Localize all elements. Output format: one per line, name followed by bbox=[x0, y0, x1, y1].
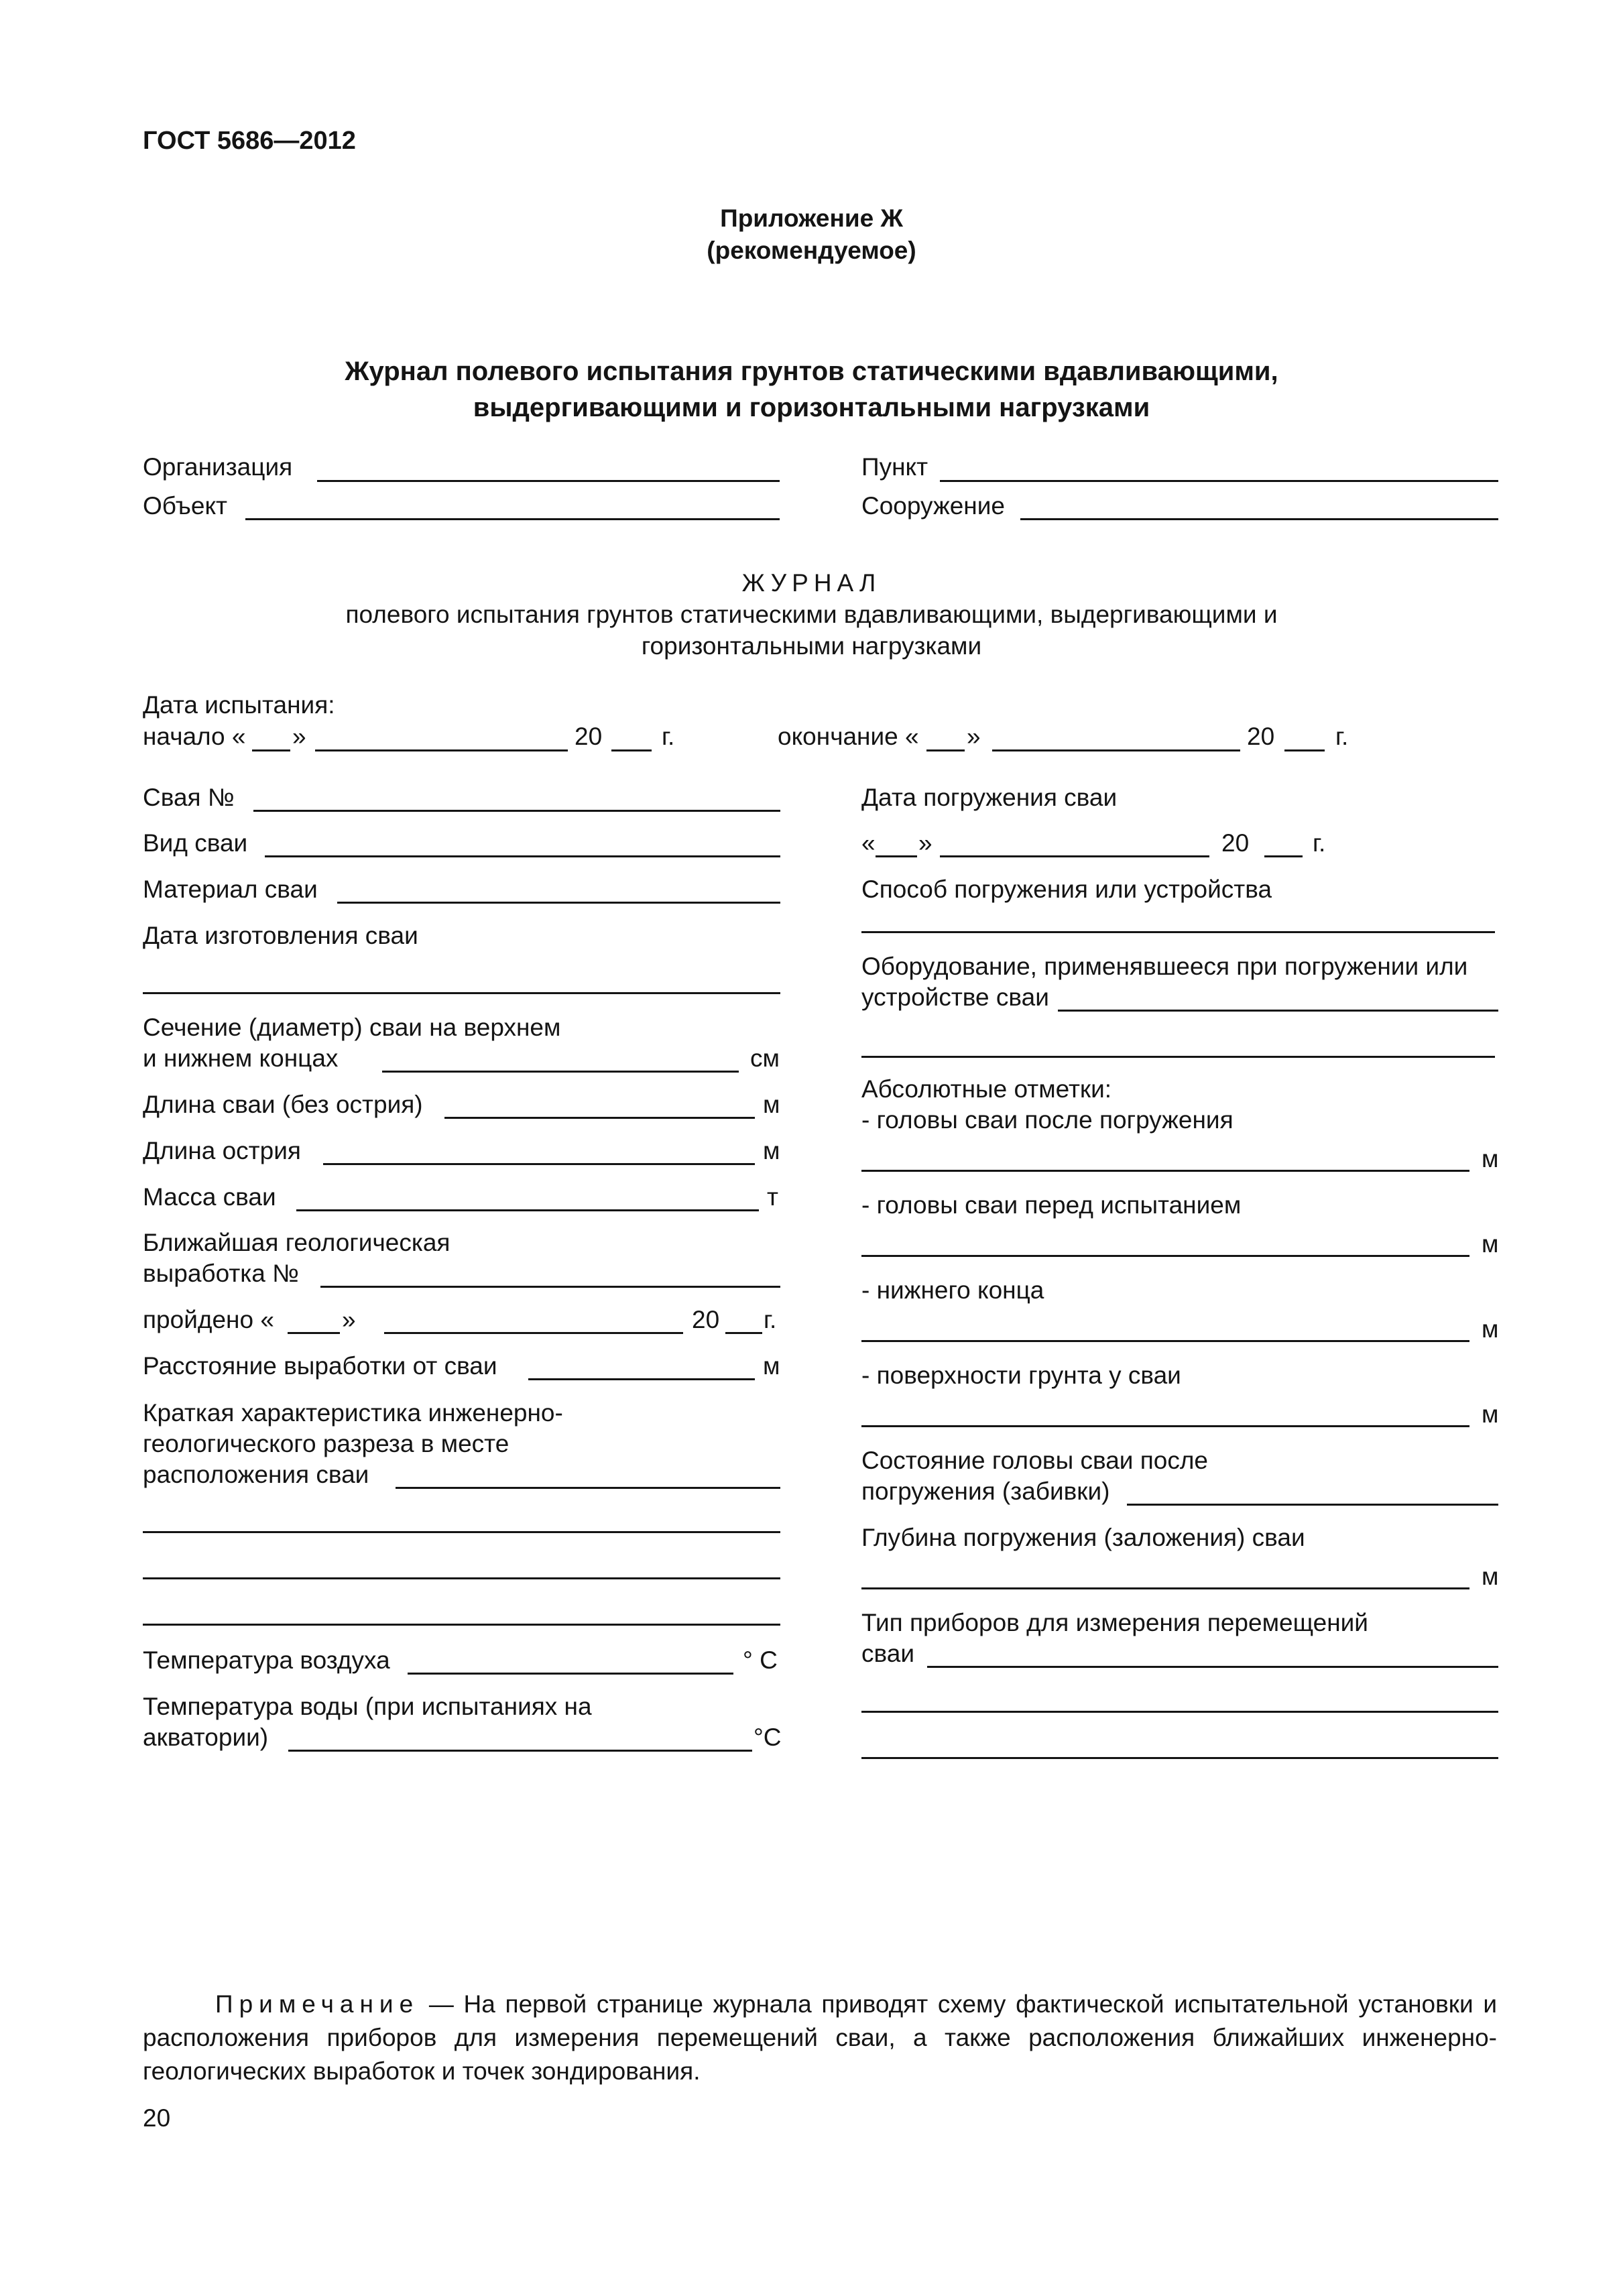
end-month-field[interactable] bbox=[992, 749, 1240, 751]
end-day-field[interactable] bbox=[926, 749, 965, 751]
method-field[interactable] bbox=[861, 931, 1495, 933]
organization-label: Организация bbox=[143, 453, 293, 481]
method-label: Способ погружения или устройства bbox=[861, 875, 1272, 903]
pile-mass-field[interactable] bbox=[296, 1209, 759, 1211]
start-year-prefix: 20 bbox=[575, 723, 603, 750]
description-label-line2: геологического разреза в месте bbox=[143, 1430, 509, 1457]
end-year-suffix: г. bbox=[1335, 723, 1349, 750]
air-temp-unit: ° С bbox=[743, 1646, 778, 1674]
pile-mass-unit: т bbox=[767, 1183, 778, 1211]
devices-field-2[interactable] bbox=[861, 1711, 1498, 1713]
driving-year-field[interactable] bbox=[1264, 855, 1303, 857]
head-before-label: - головы сваи перед испытанием bbox=[861, 1191, 1242, 1219]
lower-end-unit: м bbox=[1482, 1315, 1499, 1343]
note-label: Примечание bbox=[215, 1990, 420, 2018]
point-label: Пункт bbox=[861, 453, 928, 481]
abs-marks-label: Абсолютные отметки: bbox=[861, 1075, 1112, 1103]
distance-field[interactable] bbox=[528, 1378, 755, 1380]
head-after-label: - головы сваи после погружения bbox=[861, 1106, 1234, 1134]
journal-subtitle-line1: полевого испытания грунтов статическими вдавливающими, выдергивающими и bbox=[345, 601, 1278, 628]
passed-label: пройдено « bbox=[143, 1306, 274, 1333]
devices-label-line1: Тип приборов для измерения перемещений bbox=[861, 1609, 1368, 1636]
structure-field[interactable] bbox=[1020, 518, 1498, 520]
page-number: 20 bbox=[143, 2104, 171, 2132]
ground-surface-field[interactable] bbox=[861, 1425, 1469, 1427]
description-field-1[interactable] bbox=[396, 1487, 780, 1489]
journal-subtitle-line2: горизонтальными нагрузками bbox=[641, 632, 982, 660]
point-field[interactable] bbox=[940, 480, 1498, 482]
description-field-3[interactable] bbox=[143, 1577, 780, 1579]
driving-year-prefix: 20 bbox=[1221, 829, 1250, 857]
pile-material-field[interactable] bbox=[337, 902, 780, 904]
start-date-label: начало « bbox=[143, 723, 246, 750]
air-temp-label: Температура воздуха bbox=[143, 1646, 390, 1674]
head-state-label-line1: Состояние головы сваи после bbox=[861, 1447, 1209, 1474]
tip-length-field[interactable] bbox=[323, 1163, 755, 1165]
geo-label-line1: Ближайшая геологическая bbox=[143, 1229, 450, 1256]
description-field-2[interactable] bbox=[143, 1531, 780, 1533]
description-label-line1: Краткая характеристика инженерно- bbox=[143, 1399, 563, 1427]
passed-month-field[interactable] bbox=[384, 1332, 683, 1334]
start-year-field[interactable] bbox=[611, 749, 652, 751]
tip-length-unit: м bbox=[763, 1137, 780, 1164]
section-label-line2: и нижнем концах bbox=[143, 1044, 339, 1072]
pile-material-label: Материал сваи bbox=[143, 875, 318, 903]
main-title-line2: выдергивающими и горизонтальными нагрузками bbox=[473, 393, 1150, 422]
head-before-unit: м bbox=[1482, 1230, 1499, 1258]
section-unit: см bbox=[750, 1044, 780, 1072]
geo-number-field[interactable] bbox=[320, 1286, 780, 1288]
section-label-line1: Сечение (диаметр) сваи на верхнем bbox=[143, 1014, 561, 1041]
pile-length-unit: м bbox=[763, 1091, 780, 1118]
driving-close-quote: » bbox=[918, 829, 933, 857]
organization-field[interactable] bbox=[317, 480, 780, 482]
geo-label-line2: выработка № bbox=[143, 1260, 299, 1287]
standard-header: ГОСТ 5686—2012 bbox=[143, 127, 356, 155]
water-temp-unit: °С bbox=[754, 1724, 782, 1751]
end-date-label: окончание « bbox=[778, 723, 919, 750]
water-temp-label-line2: акватории) bbox=[143, 1724, 269, 1751]
appendix-title: Приложение Ж bbox=[720, 204, 903, 232]
section-field[interactable] bbox=[382, 1071, 739, 1073]
driving-year-suffix: г. bbox=[1313, 829, 1326, 857]
head-before-field[interactable] bbox=[861, 1255, 1469, 1257]
passed-year-field[interactable] bbox=[725, 1332, 762, 1334]
passed-day-field[interactable] bbox=[288, 1332, 340, 1334]
note-text: — На первой странице журнала приводят схему фактической испытательной установки и расположения приборов для измерения перемещений сваи, а также расположения ближайших инженерно-геологических выработок и точек зондирования. bbox=[143, 1990, 1497, 2085]
air-temp-field[interactable] bbox=[408, 1673, 733, 1675]
depth-label: Глубина погружения (заложения) сваи bbox=[861, 1524, 1305, 1551]
head-state-field[interactable] bbox=[1127, 1504, 1498, 1506]
object-label: Объект bbox=[143, 492, 227, 520]
devices-field-3[interactable] bbox=[861, 1757, 1498, 1759]
end-year-prefix: 20 bbox=[1247, 723, 1275, 750]
lower-end-field[interactable] bbox=[861, 1340, 1469, 1342]
distance-label: Расстояние выработки от сваи bbox=[143, 1352, 497, 1380]
pile-length-label: Длина сваи (без острия) bbox=[143, 1091, 423, 1118]
equipment-label-line2: устройстве сваи bbox=[861, 983, 1049, 1011]
devices-label-line2: сваи bbox=[861, 1640, 914, 1667]
lower-end-label: - нижнего конца bbox=[861, 1276, 1044, 1304]
passed-year-prefix: 20 bbox=[692, 1306, 720, 1333]
note-paragraph bbox=[143, 1988, 1497, 2088]
equipment-label-line1: Оборудование, применявшееся при погружении или bbox=[861, 953, 1468, 980]
passed-close-quote: » bbox=[342, 1306, 356, 1333]
ground-surface-label: - поверхности грунта у сваи bbox=[861, 1362, 1181, 1389]
equipment-field-2[interactable] bbox=[861, 1056, 1495, 1058]
tip-length-label: Длина острия bbox=[143, 1137, 301, 1164]
manufacture-date-field[interactable] bbox=[143, 992, 780, 994]
object-field[interactable] bbox=[245, 518, 780, 520]
journal-title: ЖУРНАЛ bbox=[741, 569, 882, 597]
head-after-field[interactable] bbox=[861, 1170, 1469, 1172]
pile-mass-label: Масса сваи bbox=[143, 1183, 276, 1211]
equipment-field-1[interactable] bbox=[1058, 1010, 1498, 1012]
structure-label: Сооружение bbox=[861, 492, 1005, 520]
test-date-label: Дата испытания: bbox=[143, 691, 335, 719]
depth-field[interactable] bbox=[861, 1587, 1469, 1589]
pile-type-label: Вид сваи bbox=[143, 829, 248, 857]
pile-number-label: Свая № bbox=[143, 784, 235, 811]
passed-year-suffix: г. bbox=[764, 1306, 777, 1333]
head-after-unit: м bbox=[1482, 1145, 1499, 1172]
end-year-field[interactable] bbox=[1284, 749, 1325, 751]
start-year-suffix: г. bbox=[662, 723, 675, 750]
water-temp-field[interactable] bbox=[288, 1750, 752, 1752]
driving-date-label: Дата погружения сваи bbox=[861, 784, 1118, 811]
manufacture-date-label: Дата изготовления сваи bbox=[143, 922, 418, 949]
pile-length-field[interactable] bbox=[444, 1117, 755, 1119]
head-state-label-line2: погружения (забивки) bbox=[861, 1477, 1110, 1505]
start-day-field[interactable] bbox=[252, 749, 290, 751]
pile-number-field[interactable] bbox=[253, 810, 780, 812]
ground-surface-unit: м bbox=[1482, 1400, 1499, 1428]
end-close-quote: » bbox=[967, 723, 981, 750]
driving-open-quote: « bbox=[861, 829, 876, 857]
main-title-line1: Журнал полевого испытания грунтов статическими вдавливающими, bbox=[345, 357, 1278, 386]
appendix-subtitle: (рекомендуемое) bbox=[707, 237, 916, 264]
description-field-4[interactable] bbox=[143, 1624, 780, 1626]
devices-field-1[interactable] bbox=[927, 1666, 1498, 1668]
driving-month-field[interactable] bbox=[940, 855, 1209, 857]
start-month-field[interactable] bbox=[315, 749, 568, 751]
driving-day-field[interactable] bbox=[876, 855, 917, 857]
start-close-quote: » bbox=[292, 723, 306, 750]
depth-unit: м bbox=[1482, 1563, 1499, 1590]
description-label-line3: расположения сваи bbox=[143, 1461, 369, 1488]
pile-type-field[interactable] bbox=[265, 855, 780, 857]
water-temp-label-line1: Температура воды (при испытаниях на bbox=[143, 1693, 592, 1720]
distance-unit: м bbox=[763, 1352, 780, 1380]
